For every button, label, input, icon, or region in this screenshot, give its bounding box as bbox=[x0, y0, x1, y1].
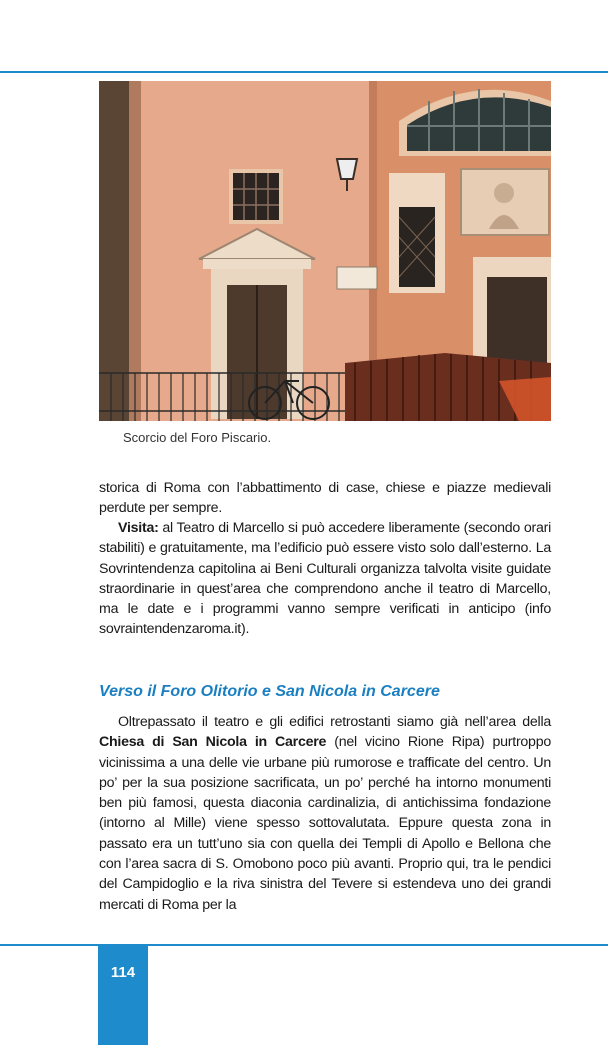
page-number: 114 bbox=[110, 964, 136, 981]
church-name: Chiesa di San Nicola in Carcere bbox=[99, 734, 327, 751]
paragraph-text-b: (nel vicino Rione Ripa) purtroppo vicinissima a una delle vie urbane più rumorose e trafficate del centro. Un po’ per la sua posizione sacrificata, un po’ perché ha intorno monumenti ben più famosi, questa diaconia cardinalizia, di antichissima fondazione (intorno al Mille) viene spesso sottovalutata. Eppure questa zona in passato era un tutt’uno sia con quella dei Templi di Apollo e Bellona che con l’area sacra di S. Omobono poco più avanti. Proprio qui, tra le pendici del Campidoglio e la riva sinistra del Tevere si estendeva uno dei grandi mercati di Roma per la bbox=[99, 734, 551, 913]
paragraph-text-a: Oltrepassato il teatro e gli edifici retrostanti siamo già nell’area della bbox=[118, 714, 551, 730]
paragraph-continuation: storica di Roma con l’abbattimento di case, chiese e piazze medievali perdute per sempre. bbox=[99, 480, 551, 517]
visita-text: al Teatro di Marcello si può accedere liberamente (secondo orari stabiliti) e gratuitamente, ma l’edificio può essere visto solo dall’esterno. La Sovrintendenza capitolina ai Beni Culturali organizza talvolta visite guidate straordinarie in quest’area che comprendono anche il teatro di Marcello, ma le date e i programmi vanno sempre verificati in anticipo (info sovraintendenzaroma.it). bbox=[99, 520, 551, 638]
top-rule bbox=[0, 71, 608, 73]
page-number-tab bbox=[98, 946, 148, 1045]
photo-caption: Scorcio del Foro Piscario. bbox=[123, 430, 272, 445]
photo-foro-piscario bbox=[99, 81, 551, 421]
paragraph-visita bbox=[99, 518, 551, 640]
section-heading: Verso il Foro Olitorio e San Nicola in Carcere bbox=[99, 683, 440, 700]
bottom-rule bbox=[0, 944, 608, 946]
visita-label: Visita: bbox=[118, 520, 159, 536]
paragraph-san-nicola bbox=[99, 712, 551, 915]
